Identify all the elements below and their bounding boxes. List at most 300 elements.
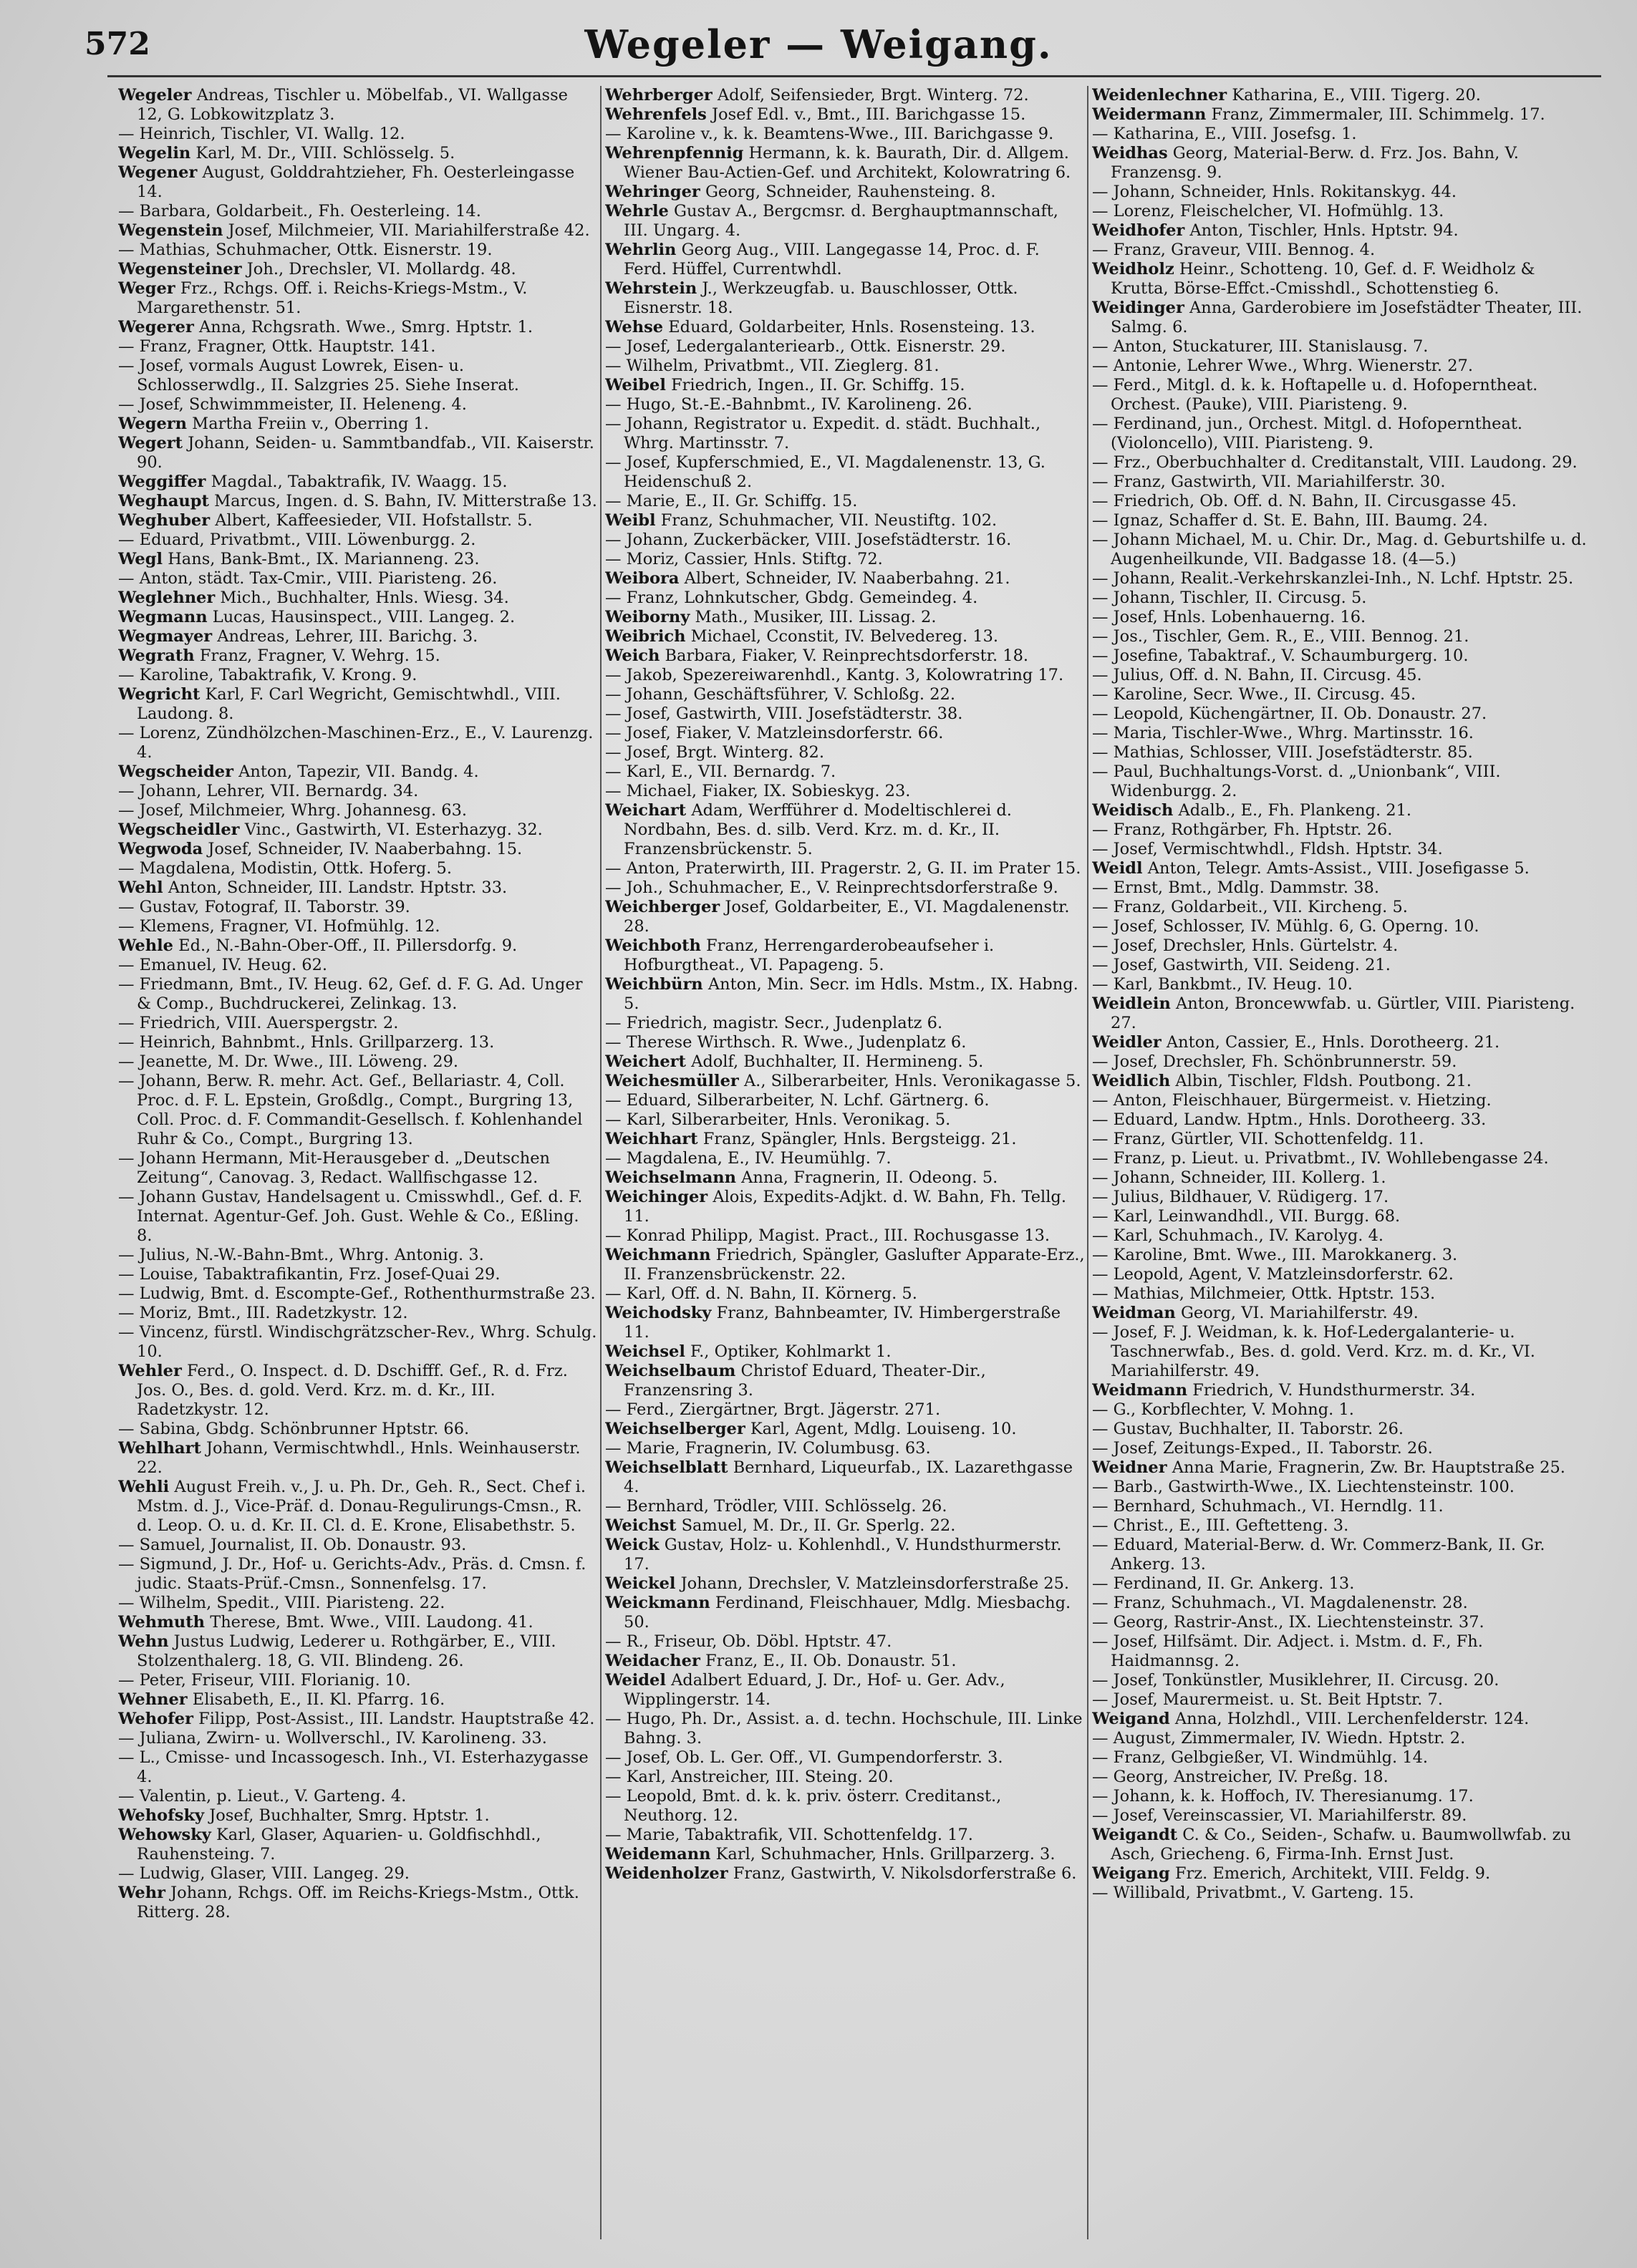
entry-text: Albert, Kaffeesieder, VII. Hofstallstr. 5. (215, 511, 533, 530)
directory-entry (605, 1710, 1085, 1748)
directory-entry (118, 1033, 598, 1052)
directory-entry (1092, 1284, 1593, 1304)
entry-text: — Ferdinand, jun., Orchest. Mitgl. d. Hofoperntheat. (Violoncello), VIII. Piaristeng. 9. (1092, 415, 1523, 452)
entry-surname: Wegricht (118, 685, 201, 704)
entry-surname: Weidel (605, 1671, 666, 1690)
entry-text: Heinr., Schotteng. 10, Gef. d. F. Weidholz & Krutta, Börse-Effct.-Cmisshdl., Schottenstieg 6. (1111, 260, 1535, 298)
entry-text: — Ferd., Mitgl. d. k. k. Hoftapelle u. d. Hofoperntheat. Orchest. (Pauke), VIII. Piaristeng. 9. (1092, 376, 1538, 414)
entry-text: Justus Ludwig, Lederer u. Rothgärber, E., VIII. Stolzenthalerg. 18, G. VII. Blindeng. 26. (137, 1632, 556, 1670)
directory-entry (605, 1110, 1085, 1130)
entry-surname: Weghaupt (118, 492, 209, 510)
directory-entry (1092, 530, 1593, 569)
entry-text: — Johann, Registrator u. Expedit. d. städt. Buchhalt., Whrg. Martinsstr. 7. (605, 415, 1041, 452)
directory-entry (118, 1748, 598, 1787)
directory-entry (605, 801, 1085, 859)
entry-text: Friedrich, Spängler, Gaslufter Apparate-Erz., II. Franzensbrückenstr. 22. (624, 1246, 1085, 1284)
directory-entry (1092, 685, 1593, 704)
directory-entry (118, 1014, 598, 1033)
entry-surname: Weidner (1092, 1458, 1167, 1477)
directory-entry (1092, 994, 1593, 1033)
entry-text: — Franz, Goldarbeit., VII. Kircheng. 5. (1092, 898, 1408, 916)
entry-text: — Franz, Schuhmach., VI. Magdalenenstr. 28. (1092, 1594, 1468, 1612)
entry-text: — Josef, Zeitungs-Exped., II. Taborstr. 26. (1092, 1439, 1433, 1458)
directory-entry (605, 279, 1085, 318)
page-title: Wegeler — Weigang. (584, 21, 1053, 67)
entry-text: — Josef, Drechsler, Fh. Schönbrunnerstr. 59. (1092, 1052, 1457, 1071)
entry-text: — Therese Wirthsch. R. Wwe., Judenplatz 6. (605, 1033, 967, 1052)
directory-entry (118, 1594, 598, 1613)
entry-text: — Johann, Schneider, Hnls. Rokitanskyg. 44. (1092, 183, 1457, 201)
directory-entry (118, 1729, 598, 1748)
entry-text: Andreas, Tischler u. Möbelfab., VI. Wallgasse 12, G. Lobkowitzplatz 3. (137, 86, 568, 124)
entry-surname: Wehofsky (118, 1806, 205, 1825)
directory-entry (118, 492, 598, 511)
directory-entry (1092, 337, 1593, 357)
entry-text: Michael, Cconstit, IV. Belvedereg. 13. (690, 627, 999, 646)
entry-surname: Weichberger (605, 898, 720, 916)
entry-text: — Josef, Schlosser, IV. Mühlg. 6, G. Operng. 10. (1092, 917, 1479, 936)
directory-entry (118, 801, 598, 820)
entry-surname: Weiborny (605, 608, 690, 626)
directory-entry (1092, 1072, 1593, 1091)
entry-text: — Antonie, Lehrer Wwe., Whrg. Wienerstr. 27. (1092, 357, 1474, 375)
directory-entry (605, 125, 1085, 144)
directory-entry (605, 1342, 1085, 1362)
directory-entry (118, 511, 598, 530)
entry-text: Franz, Spängler, Hnls. Bergsteigg. 21. (702, 1130, 1017, 1148)
directory-entry (118, 434, 598, 472)
entry-text: Ferdinand, Fleischhauer, Mdlg. Miesbachg. 50. (624, 1594, 1071, 1632)
entry-text: — Marie, E., II. Gr. Schiffg. 15. (605, 492, 858, 510)
directory-entry (118, 1671, 598, 1690)
directory-entry (1092, 820, 1593, 840)
directory-entry (118, 1806, 598, 1826)
entry-text: — Julius, N.-W.-Bahn-Bmt., Whrg. Antonig. 3. (118, 1246, 484, 1264)
directory-entry (605, 898, 1085, 936)
entry-text: — Johann, Schneider, III. Kollerg. 1. (1092, 1168, 1386, 1187)
directory-entry (1092, 1110, 1593, 1130)
entry-text: Albert, Schneider, IV. Naaberbahng. 21. (684, 569, 1010, 588)
directory-entry (118, 936, 598, 956)
entry-text: — Katharina, E., VIII. Josefsg. 1. (1092, 125, 1357, 143)
entry-surname: Wegerer (118, 318, 194, 336)
directory-entry (605, 743, 1085, 762)
directory-entry (1092, 1207, 1593, 1226)
entry-text: — Josef, Drechsler, Hnls. Gürtelstr. 4. (1092, 936, 1399, 955)
entry-text: — Karoline v., k. k. Beamtens-Wwe., III. Barichgasse 9. (605, 125, 1054, 143)
entry-text: Friedrich, V. Hundsthurmerstr. 34. (1192, 1381, 1476, 1400)
entry-text: — Josef, Hnls. Lobenhauerng. 16. (1092, 608, 1366, 626)
entry-text: — Emanuel, IV. Heug. 62. (118, 956, 328, 974)
entry-text: — Ludwig, Glaser, VIII. Langeg. 29. (118, 1864, 410, 1883)
entry-text: — Jeanette, M. Dr. Wwe., III. Löweng. 29. (118, 1052, 459, 1071)
directory-entry (1092, 1516, 1593, 1536)
entry-surname: Weibel (605, 376, 666, 394)
entry-text: — Johann Gustav, Handelsagent u. Cmisswhdl., Gef. d. F. Internat. Agentur-Gef. Joh. Gust. Wehle & Co., Eßling. 8. (118, 1188, 583, 1245)
entry-text: Anna, Rchgsrath. Wwe., Smrg. Hptstr. 1. (198, 318, 533, 336)
entry-surname: Wegeler (118, 86, 192, 105)
entry-text: — Ferdinand, II. Gr. Ankerg. 13. (1092, 1574, 1355, 1593)
entry-surname: Weigand (1092, 1710, 1170, 1728)
entry-text: — Eduard, Material-Berw. d. Wr. Commerz-Bank, II. Gr. Ankerg. 13. (1092, 1536, 1545, 1574)
entry-surname: Weglehner (118, 588, 216, 607)
entry-surname: Wegmayer (118, 627, 213, 646)
entry-text: — Johann, Zuckerbäcker, VIII. Josefstädterstr. 16. (605, 530, 1012, 549)
entry-text: — Jakob, Spezereiwarenhdl., Kantg. 3, Kolowratring 17. (605, 666, 1064, 684)
entry-text: Adam, Werfführer d. Modeltischlerei d. Nordbahn, Bes. d. silb. Verd. Krz. m. d. Kr., II. Franzensbrückenstr. 5. (624, 801, 1012, 858)
entry-text: — Lorenz, Fleischelcher, VI. Hofmühlg. 13. (1092, 202, 1444, 220)
entry-text: — Josef, Fiaker, V. Matzleinsdorferstr. 66. (605, 724, 944, 742)
directory-entry (1092, 125, 1593, 144)
directory-entry (1092, 666, 1593, 685)
directory-entry (1092, 1130, 1593, 1149)
entry-text: — Barb., Gastwirth-Wwe., IX. Liechtensteinstr. 100. (1092, 1478, 1515, 1496)
entry-surname: Wegmann (118, 608, 208, 626)
entry-text: — Eduard, Privatbmt., VIII. Löwenburgg. 2. (118, 530, 476, 549)
directory-entry (118, 608, 598, 627)
entry-text: Franz, Herrengarderobeaufseher i. Hofburgtheat., VI. Papageng. 5. (624, 936, 995, 974)
directory-entry (1092, 840, 1593, 859)
entry-text: Karl, Schuhmacher, Hnls. Grillparzerg. 3. (715, 1845, 1056, 1864)
entry-text: — Moriz, Bmt., III. Radetzkystr. 12. (118, 1304, 408, 1322)
directory-entry (1092, 1188, 1593, 1207)
entry-surname: Weich (605, 646, 660, 665)
entry-text: — Franz, Lohnkutscher, Gbdg. Gemeindeg. 4. (605, 588, 978, 607)
directory-entry (605, 588, 1085, 608)
directory-entry (118, 337, 598, 357)
entry-text: — Friedrich, magistr. Secr., Judenplatz 6. (605, 1014, 943, 1032)
directory-entry (118, 1478, 598, 1536)
entry-text: — Ludwig, Bmt. d. Escompte-Gef., Rothenthurmstraße 23. (118, 1284, 596, 1303)
entry-text: — Friedmann, Bmt., IV. Heug. 62, Gef. d. F. G. Ad. Unger & Comp., Buchdruckerei, Zelinkag. 13. (118, 975, 583, 1013)
directory-entry (605, 1033, 1085, 1052)
entry-text: Franz, Fragner, V. Wehrg. 15. (199, 646, 440, 665)
entry-surname: Weickel (605, 1574, 676, 1593)
entry-text: — Friedrich, Ob. Off. d. N. Bahn, II. Circusgasse 45. (1092, 492, 1517, 510)
entry-text: Franz, Gastwirth, V. Nikolsdorferstraße 6. (733, 1864, 1077, 1883)
entry-text: — G., Korbflechter, V. Mohng. 1. (1092, 1400, 1354, 1419)
entry-text: — Johann, Geschäftsführer, V. Schloßg. 22. (605, 685, 956, 704)
entry-text: — Ignaz, Schaffer d. St. E. Bahn, III. Baumg. 24. (1092, 511, 1488, 530)
entry-surname: Weggiffer (118, 472, 206, 491)
entry-text: — Eduard, Silberarbeiter, N. Lchf. Gärtnerg. 6. (605, 1091, 990, 1110)
directory-entry (1092, 1710, 1593, 1729)
directory-entry (118, 782, 598, 801)
entry-text: Ed., N.-Bahn-Ober-Off., II. Pillersdorfg. 9. (178, 936, 518, 955)
directory-entry (1092, 1787, 1593, 1806)
entry-surname: Wehrle (605, 202, 669, 220)
entry-text: Christof Eduard, Theater-Dir., Franzensring 3. (624, 1362, 986, 1400)
entry-text: Katharina, E., VIII. Tigerg. 20. (1232, 86, 1481, 105)
directory-entry (1092, 1864, 1593, 1884)
entry-text: — Johann Hermann, Mit-Herausgeber d. „Deutschen Zeitung“, Canovag. 3, Redact. Wallfischgasse 12. (118, 1149, 551, 1187)
directory-entry (605, 1168, 1085, 1188)
entry-text: A., Silberarbeiter, Hnls. Veronikagasse 5. (743, 1072, 1081, 1090)
directory-entry (605, 762, 1085, 782)
entry-surname: Weibl (605, 511, 656, 530)
directory-entry (118, 472, 598, 492)
entry-surname: Weichesmüller (605, 1072, 739, 1090)
entry-surname: Weichselberger (605, 1420, 745, 1438)
entry-text: August Freih. v., J. u. Ph. Dr., Geh. R., Sect. Chef i. Mstm. d. J., Vice-Präf. d. Donau-Regulirungs-Cmsn., R. d. Leop. O. u. d. Kr. II. Cl. d. E. Krone, Elisabethstr. 5. (137, 1478, 586, 1535)
directory-entry (1092, 299, 1593, 337)
directory-entry (118, 1690, 598, 1710)
directory-entry (605, 1458, 1085, 1497)
directory-entry (1092, 1265, 1593, 1284)
entry-text: Alois, Expedits-Adjkt. d. W. Bahn, Fh. Tellg. 11. (624, 1188, 1066, 1226)
entry-surname: Wehowsky (118, 1826, 211, 1844)
entry-text: Friedrich, Ingen., II. Gr. Schiffg. 15. (671, 376, 965, 394)
directory-entry (118, 1536, 598, 1555)
directory-entry (605, 1091, 1085, 1110)
directory-entry (1092, 415, 1593, 453)
entry-text: Bernhard, Liqueurfab., IX. Lazarethgasse 4. (624, 1458, 1073, 1496)
directory-entry (1092, 1458, 1593, 1478)
directory-entry (605, 357, 1085, 376)
entry-text: — Josef, Hilfsämt. Dir. Adject. i. Mstm. d. F., Fh. Haidmannsg. 2. (1092, 1632, 1483, 1670)
entry-surname: Wehrenfels (605, 105, 707, 124)
directory-entry (605, 1072, 1085, 1091)
directory-entry (1092, 183, 1593, 202)
entry-surname: Wehrberger (605, 86, 713, 105)
directory-entry (118, 1052, 598, 1072)
entry-text: — Georg, Anstreicher, IV. Preßg. 18. (1092, 1768, 1389, 1786)
directory-entry (118, 685, 598, 724)
directory-entry (1092, 1168, 1593, 1188)
directory-entry (1092, 511, 1593, 530)
entry-text: Eduard, Goldarbeiter, Hnls. Rosensteing. 13. (668, 318, 1035, 336)
directory-entry (605, 1536, 1085, 1574)
directory-entry (118, 1555, 598, 1594)
directory-entry (1092, 1226, 1593, 1246)
directory-entry (118, 1149, 598, 1188)
directory-entry (605, 376, 1085, 395)
entry-text: — Ernst, Bmt., Mdlg. Dammstr. 38. (1092, 878, 1380, 897)
directory-entry (118, 1188, 598, 1246)
entry-text: Franz, Bahnbeamter, IV. Himbergerstraße 11. (624, 1304, 1061, 1342)
directory-entry (605, 1362, 1085, 1400)
directory-entry (118, 357, 598, 395)
directory-entry (1092, 202, 1593, 221)
directory-entry (118, 917, 598, 936)
entry-text: Franz, Zimmermaler, III. Schimmelg. 17. (1211, 105, 1545, 124)
directory-entry (605, 975, 1085, 1014)
entry-surname: Wegwoda (118, 840, 203, 858)
entry-text: Georg, Schneider, Rauhensteing. 8. (705, 183, 996, 201)
entry-text: Magdal., Tabaktrafik, IV. Waagg. 15. (211, 472, 508, 491)
directory-entry (605, 704, 1085, 724)
entry-text: Filipp, Post-Assist., III. Landstr. Hauptstraße 42. (198, 1710, 595, 1728)
entry-text: — Lorenz, Zündhölzchen-Maschinen-Erz., E., V. Laurenzg. 4. (118, 724, 594, 762)
directory-entry (1092, 646, 1593, 666)
entry-text: — Josef, vormals August Lowrek, Eisen- u. Schlosserwdlg., II. Salzgries 25. Siehe Inserat. (118, 357, 519, 394)
directory-entry (118, 762, 598, 782)
entry-text: Johann, Seiden- u. Sammtbandfab., VII. Kaiserstr. 90. (137, 434, 594, 472)
directory-entry (1092, 878, 1593, 898)
entry-text: — Johann, Tischler, II. Circusg. 5. (1092, 588, 1367, 607)
directory-entry (1092, 221, 1593, 241)
entry-text: Georg, Material-Berw. d. Frz. Jos. Bahn, V. Franzensg. 9. (1111, 144, 1519, 182)
directory-entry (1092, 936, 1593, 956)
directory-entry (118, 163, 598, 202)
directory-entry (118, 1420, 598, 1439)
entry-text: — Franz, Gelbgießer, VI. Windmühlg. 14. (1092, 1748, 1429, 1767)
entry-text: Karl, M. Dr., VIII. Schlösselg. 5. (195, 144, 455, 163)
entry-text: Josef Edl. v., Bmt., III. Barichgasse 15. (712, 105, 1026, 124)
directory-entry (1092, 1033, 1593, 1052)
entry-surname: Wehler (118, 1362, 182, 1380)
entry-surname: Weichinger (605, 1188, 708, 1206)
entry-surname: Wegscheidler (118, 820, 240, 839)
directory-entry (118, 1246, 598, 1265)
directory-entry (605, 1420, 1085, 1439)
entry-surname: Weidemann (605, 1845, 711, 1864)
directory-entry (118, 395, 598, 415)
directory-entry (1092, 1052, 1593, 1072)
directory-entry (1092, 704, 1593, 724)
entry-text: Samuel, M. Dr., II. Gr. Sperlg. 22. (681, 1516, 956, 1535)
entry-text: — Magdalena, Modistin, Ottk. Hoferg. 5. (118, 859, 453, 878)
entry-surname: Wegl (118, 550, 163, 568)
entry-text: — Friedrich, VIII. Auerspergstr. 2. (118, 1014, 399, 1032)
entry-surname: Weidlein (1092, 994, 1171, 1013)
entry-surname: Weibrich (605, 627, 686, 646)
directory-entry (1092, 608, 1593, 627)
entry-text: — Bernhard, Trödler, VIII. Schlösselg. 26. (605, 1497, 947, 1516)
entry-surname: Wegelin (118, 144, 191, 163)
entry-surname: Wehlhart (118, 1439, 201, 1458)
entry-surname: Weichselblatt (605, 1458, 728, 1477)
entry-text: — Heinrich, Bahnbmt., Hnls. Grillparzerg. 13. (118, 1033, 495, 1052)
directory-entry (605, 1516, 1085, 1536)
entry-surname: Weichselmann (605, 1168, 736, 1187)
directory-entry (118, 878, 598, 898)
directory-entry (1092, 105, 1593, 125)
directory-entry (118, 724, 598, 762)
directory-entry (118, 144, 598, 163)
entry-text: — Frz., Oberbuchhalter d. Creditanstalt, VIII. Laudong. 29. (1092, 453, 1578, 472)
directory-entry (1092, 956, 1593, 975)
directory-entry (605, 1864, 1085, 1884)
entry-text: Joh., Drechsler, VI. Mollardg. 48. (246, 260, 516, 278)
entry-text: — Mathias, Schuhmacher, Ottk. Eisnerstr. 19. (118, 241, 493, 259)
directory-entry (605, 337, 1085, 357)
directory-entry (605, 241, 1085, 279)
directory-entry (605, 530, 1085, 550)
directory-entry (118, 975, 598, 1014)
entry-text: — August, Zimmermaler, IV. Wiedn. Hptstr. 2. (1092, 1729, 1466, 1748)
entry-text: — Anton, Fleischhauer, Bürgermeist. v. Hietzing. (1092, 1091, 1492, 1110)
directory-entry (118, 530, 598, 550)
entry-text: — Juliana, Zwirn- u. Wollverschl., IV. Karolineng. 33. (118, 1729, 547, 1748)
directory-entry (1092, 1729, 1593, 1748)
directory-entry (605, 318, 1085, 337)
entry-text: Johann, Drechsler, V. Matzleinsdorferstraße 25. (680, 1574, 1070, 1593)
entry-text: — Konrad Philipp, Magist. Pract., III. Rochusgasse 13. (605, 1226, 1051, 1245)
directory-entry (605, 202, 1085, 241)
entry-text: Marcus, Ingen. d. S. Bahn, IV. Mitterstraße 13. (214, 492, 597, 510)
entry-text: — Franz, Gastwirth, VII. Mariahilferstr. 30. (1092, 472, 1446, 491)
directory-entry (1092, 898, 1593, 917)
directory-entry (1092, 1091, 1593, 1110)
entry-text: Anton, Cassier, E., Hnls. Dorotheerg. 21. (1166, 1033, 1500, 1052)
entry-text: Georg, VI. Mariahilferstr. 49. (1180, 1304, 1419, 1322)
entry-text: — Julius, Off. d. N. Bahn, II. Circusg. 45. (1092, 666, 1422, 684)
entry-surname: Weger (118, 279, 175, 298)
entry-text: — Josef, Kupferschmied, E., VI. Magdalenenstr. 13, G. Heidenschuß 2. (605, 453, 1046, 491)
entry-text: Karl, Agent, Mdlg. Louiseng. 10. (750, 1420, 1017, 1438)
entry-text: Gustav A., Bergcmsr. d. Berghauptmannschaft, III. Ungarg. 4. (624, 202, 1058, 240)
directory-entry (1092, 917, 1593, 936)
entry-surname: Weidler (1092, 1033, 1162, 1052)
entry-text: — Heinrich, Tischler, VI. Wallg. 12. (118, 125, 405, 143)
entry-text: — Anton, Stuckaturer, III. Stanislausg. 7. (1092, 337, 1429, 356)
directory-entry (1092, 1613, 1593, 1632)
directory-entry (605, 453, 1085, 492)
directory-entry (118, 820, 598, 840)
directory-entry (118, 1632, 598, 1671)
entry-text: Josef, Schneider, IV. Naaberbahng. 15. (208, 840, 523, 858)
entry-surname: Weidenholzer (605, 1864, 728, 1883)
entry-text: — Wilhelm, Spedit., VIII. Piaristeng. 22. (118, 1594, 445, 1612)
directory-entry (605, 627, 1085, 646)
entry-surname: Wehr (118, 1884, 165, 1902)
entry-text: Johann, Vermischtwhdl., Hnls. Weinhauserstr. 22. (137, 1439, 581, 1477)
entry-text: Anton, Min. Secr. im Hdls. Mstm., IX. Habng. 5. (624, 975, 1078, 1013)
directory-entry (605, 646, 1085, 666)
directory-entry (605, 1826, 1085, 1845)
directory-entry (118, 1323, 598, 1362)
entry-text: — Franz, Graveur, VIII. Bennog. 4. (1092, 241, 1376, 259)
directory-entry (605, 511, 1085, 530)
entry-text: — Ferd., Ziergärtner, Brgt. Jägerstr. 271. (605, 1400, 941, 1419)
directory-entry (1092, 1574, 1593, 1594)
directory-entry (118, 1265, 598, 1284)
directory-entry (1092, 588, 1593, 608)
entry-surname: Wehle (118, 936, 173, 955)
entry-text: — Magdalena, E., IV. Heumühlg. 7. (605, 1149, 892, 1168)
directory-entry (605, 1845, 1085, 1864)
page-number: 572 (84, 26, 150, 62)
directory-entry (1092, 801, 1593, 820)
directory-entry (605, 1671, 1085, 1710)
directory-entry (605, 1748, 1085, 1768)
entry-text: — Marie, Tabaktrafik, VII. Schottenfeldg. 17. (605, 1826, 973, 1844)
directory-entry (1092, 1690, 1593, 1710)
column-2 (605, 86, 1085, 2254)
directory-entry (605, 1246, 1085, 1284)
entry-surname: Wehli (118, 1478, 170, 1496)
entry-text: J., Werkzeugfab. u. Bauschlosser, Ottk. Eisnerstr. 18. (624, 279, 1018, 317)
entry-text: — Franz, Rothgärber, Fh. Hptstr. 26. (1092, 820, 1393, 839)
directory-entry (605, 569, 1085, 588)
entry-text: — Bernhard, Schuhmach., VI. Herndlg. 11. (1092, 1497, 1444, 1516)
entry-text: — Anton, städt. Tax-Cmir., VIII. Piaristeng. 26. (118, 569, 498, 588)
directory-entry (118, 260, 598, 279)
entry-text: — Karl, Schuhmach., IV. Karolyg. 4. (1092, 1226, 1384, 1245)
directory-entry (605, 782, 1085, 801)
entry-text: Lucas, Hausinspect., VIII. Langeg. 2. (212, 608, 516, 626)
directory-entry (1092, 1768, 1593, 1787)
entry-surname: Wegern (118, 415, 188, 433)
directory-entry (118, 1710, 598, 1729)
entry-text: Math., Musiker, III. Lissag. 2. (695, 608, 937, 626)
directory-entry (118, 1304, 598, 1323)
entry-text: — Karl, Off. d. N. Bahn, II. Körnerg. 5. (605, 1284, 917, 1303)
directory-entry (1092, 1323, 1593, 1381)
entry-surname: Weichhart (605, 1130, 698, 1148)
entry-surname: Weichodsky (605, 1304, 712, 1322)
